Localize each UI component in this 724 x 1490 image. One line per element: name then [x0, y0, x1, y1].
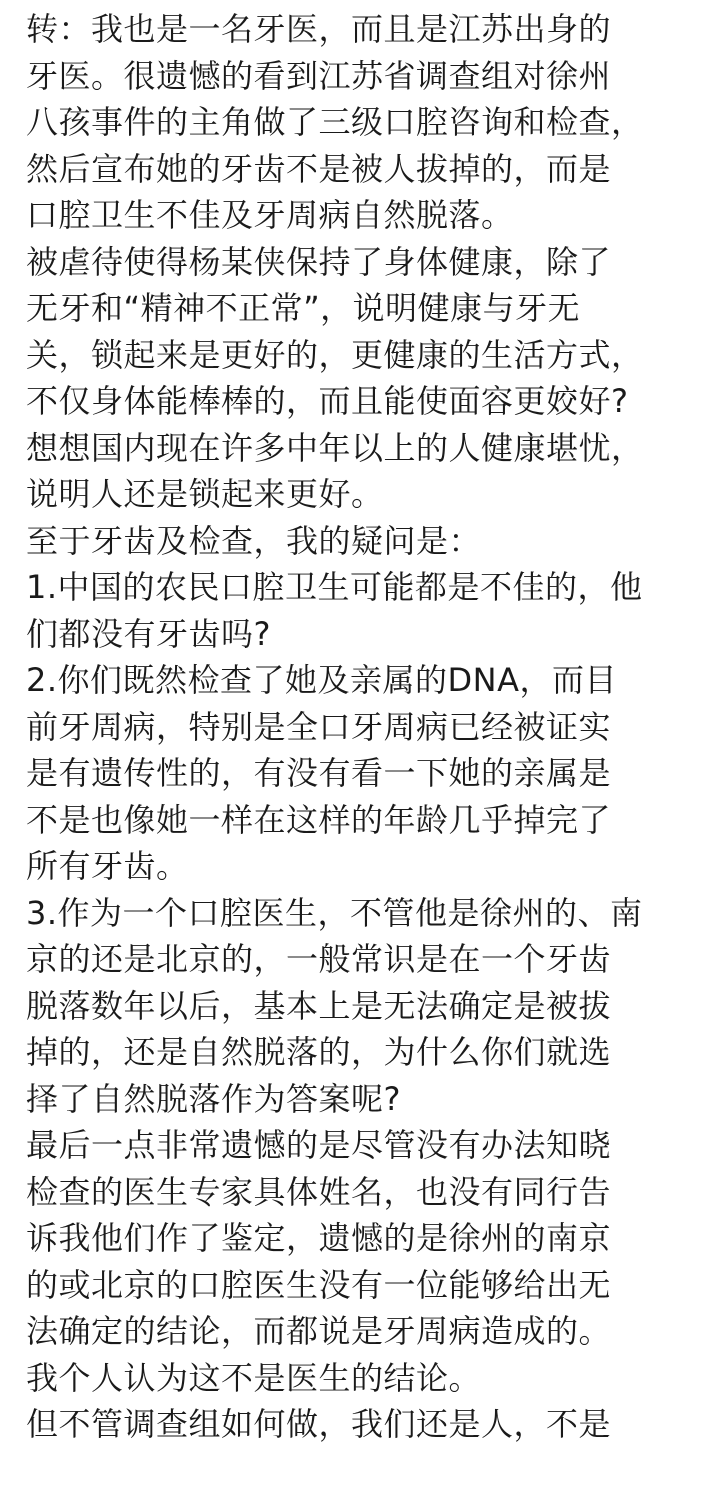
text-line: 被虐待使得杨某侠保持了身体健康，除了	[26, 242, 612, 281]
text-line: 最后一点非常遗憾的是尽管没有办法知晓	[26, 1126, 612, 1164]
text-line: 检查的医生专家具体姓名，也没有同行告	[26, 1172, 612, 1211]
text-line: 脱落数年以后，基本上是无法确定是被拔	[26, 986, 612, 1025]
text-line: 3.作为一个口腔医生，不管他是徐州的、南	[26, 893, 643, 932]
text-line: 的或北京的口腔医生没有一位能够给出无	[26, 1265, 612, 1304]
text-line: 然后宣布她的牙齿不是被人拔掉的，而是	[26, 149, 612, 188]
text-line: 京的还是北京的，一般常识是在一个牙齿	[26, 940, 612, 978]
text-line: 们都没有牙齿吗?	[26, 614, 271, 653]
text-line: 牙医。很遗憾的看到江苏省调查组对徐州	[26, 56, 612, 95]
text-line: 口腔卫生不佳及牙周病自然脱落。	[26, 196, 514, 234]
text-line: 掉的，还是自然脱落的，为什么你们就选	[26, 1033, 612, 1071]
text-line: 想想国内现在许多中年以上的人健康堪忧，	[26, 428, 644, 467]
article-text	[26, 6, 716, 1448]
text-line: 关，锁起来是更好的，更健康的生活方式，	[26, 335, 644, 374]
text-line: 说明人还是锁起来更好。	[26, 475, 384, 513]
text-line: 诉我他们作了鉴定，遗憾的是徐州的南京	[26, 1219, 612, 1257]
text-line: 我个人认为这不是医生的结论。	[26, 1358, 482, 1397]
text-line: 所有牙齿。	[26, 847, 189, 885]
text-line: 不是也像她一样在这样的年龄几乎掉完了	[26, 800, 612, 839]
text-line: 八孩事件的主角做了三级口腔咨询和检查，	[26, 103, 644, 141]
text-line: 无牙和“精神不正常”，说明健康与牙无	[26, 289, 581, 327]
text-line: 法确定的结论，而都说是牙周病造成的。	[26, 1312, 612, 1350]
text-line: 是有遗传性的，有没有看一下她的亲属是	[26, 754, 612, 792]
text-line: 择了自然脱落作为答案呢?	[26, 1079, 401, 1118]
text-line: 不仅身体能棒棒的，而且能使面容更姣好?	[26, 382, 629, 420]
text-line: 前牙周病，特别是全口牙周病已经被证实	[26, 707, 612, 746]
text-line: 1.中国的农民口腔卫生可能都是不佳的，他	[26, 568, 643, 606]
text-line: 至于牙齿及检查，我的疑问是：	[26, 521, 482, 560]
text-line: 2.你们既然检查了她及亲属的DNA，而目	[26, 661, 618, 699]
text-line: 转：我也是一名牙医，而且是江苏出身的	[26, 10, 612, 48]
text-line: 但不管调查组如何做，我们还是人，不是	[26, 1405, 612, 1443]
